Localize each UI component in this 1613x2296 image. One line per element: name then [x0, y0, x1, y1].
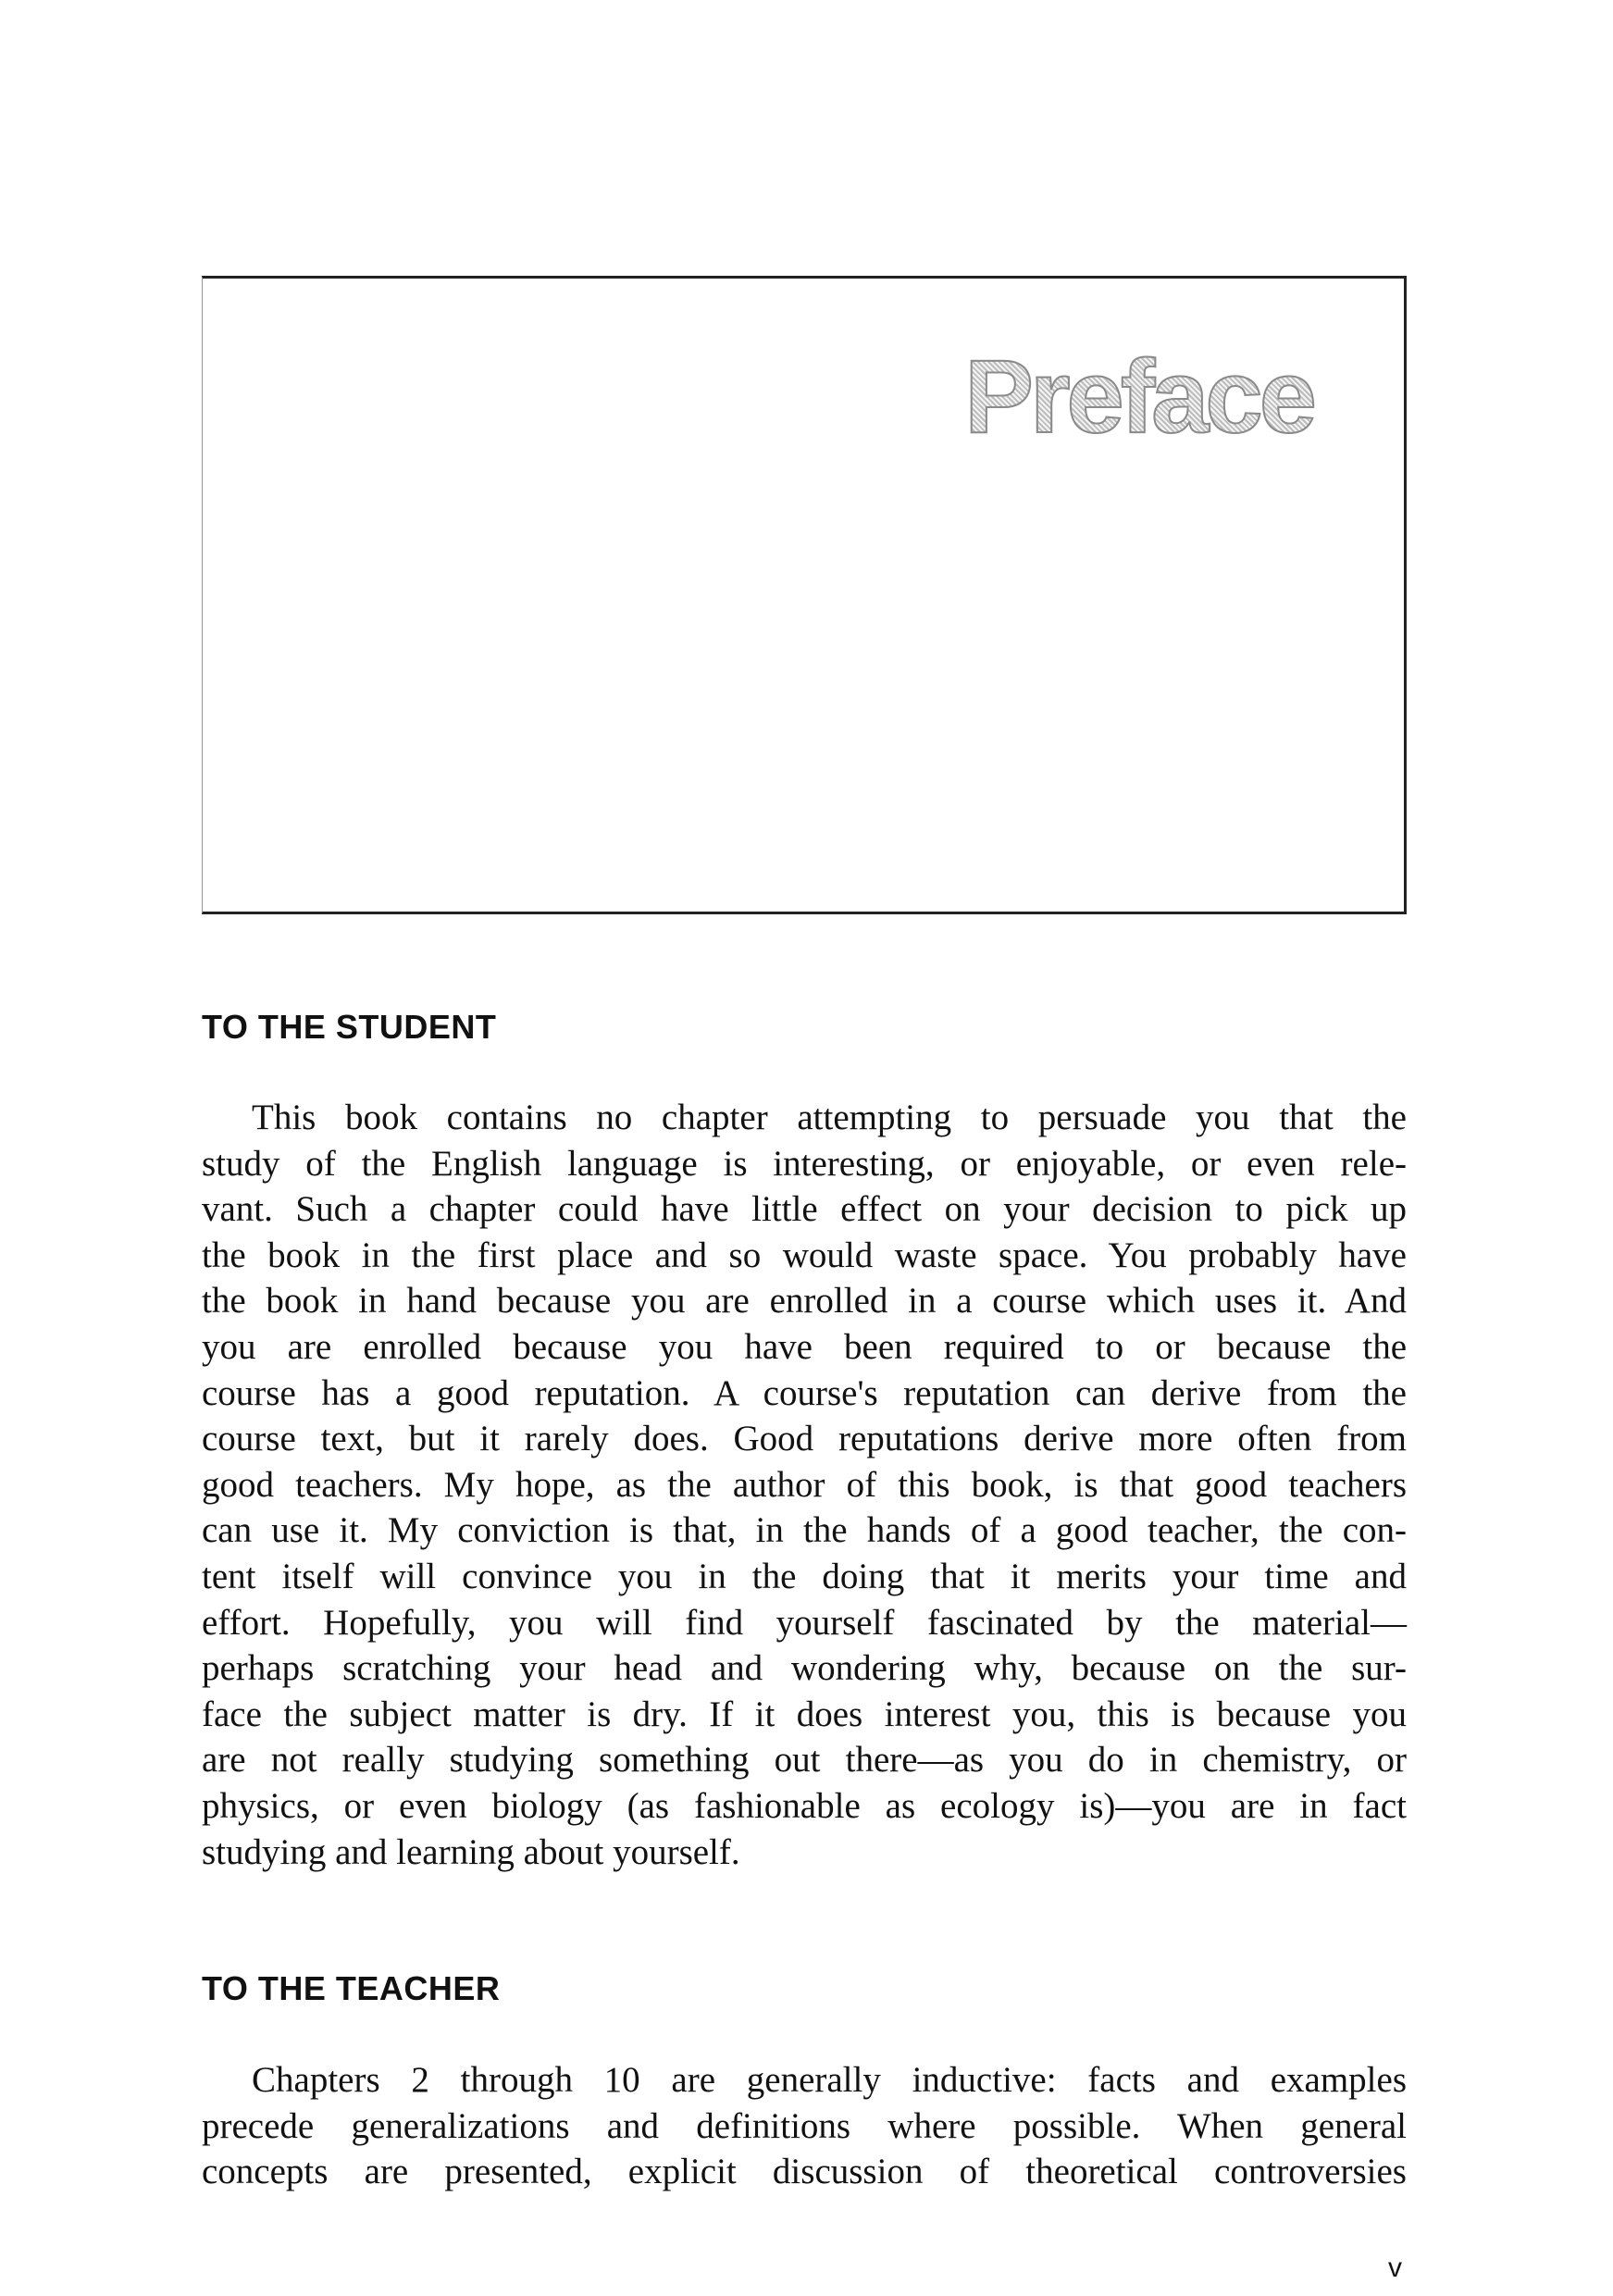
text-line: This book contains no chapter attempting to persuade you that the: [252, 1098, 1407, 1137]
text-line: study of the English language is interesting, or enjoyable, or even rele-: [202, 1143, 1407, 1184]
text-line: good teachers. My hope, as the author of this book, is that good teachers: [202, 1464, 1407, 1505]
text-line: face the subject matter is dry. If it does interest you, this is because you: [202, 1694, 1407, 1734]
text-line: studying and learning about yourself.: [202, 1831, 740, 1872]
text-line: physics, or even biology (as fashionable as ecology is)—you are in fact: [202, 1785, 1407, 1826]
paragraph-student: [202, 1095, 1407, 1875]
text-line: course text, but it rarely does. Good reputations derive more often from: [202, 1419, 1407, 1459]
page-number: v: [1388, 2253, 1402, 2283]
section-heading-teacher: TO THE TEACHER: [202, 1969, 501, 2007]
text-line: precede generalizations and definitions where possible. When general: [202, 2105, 1407, 2146]
text-line: course has a good reputation. A course's reputation can derive from the: [202, 1372, 1407, 1413]
text-line: are not really studying something out there—as you do in chemistry, or: [202, 1740, 1407, 1781]
text-line: effort. Hopefully, you will find yourself fascinated by the material—: [202, 1602, 1407, 1643]
section-heading-student: TO THE STUDENT: [202, 1008, 497, 1046]
title-frame: [202, 276, 1407, 914]
text-line: can use it. My conviction is that, in the hands of a good teacher, the con-: [202, 1510, 1407, 1551]
text-line: the book in hand because you are enrolled in a course which uses it. And: [202, 1281, 1407, 1322]
text-line: Chapters 2 through 10 are generally inductive: facts and examples: [252, 2060, 1407, 2100]
text-line: perhaps scratching your head and wondering why, because on the sur-: [202, 1648, 1407, 1689]
text-line: concepts are presented, explicit discussion of theoretical controversies: [202, 2152, 1407, 2192]
text-line: the book in the first place and so would waste space. You probably have: [202, 1235, 1407, 1275]
paragraph-teacher: [202, 2057, 1407, 2195]
text-line: you are enrolled because you have been required to or because the: [202, 1326, 1407, 1367]
text-line: tent itself will convince you in the doing that it merits your time and: [202, 1556, 1407, 1596]
page-title: Preface: [964, 339, 1313, 454]
text-line: vant. Such a chapter could have little effect on your decision to pick up: [202, 1189, 1407, 1230]
